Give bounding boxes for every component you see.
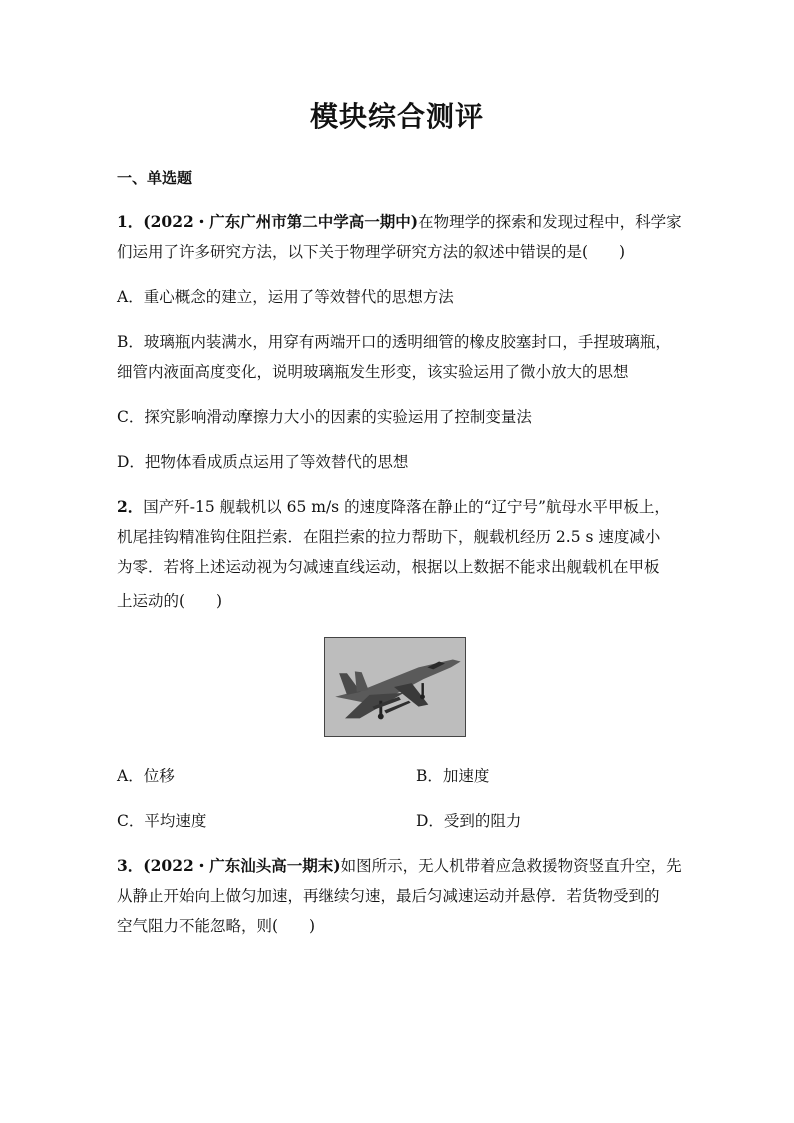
question-3-line-2: 从静止开始向上做匀加速，再继续匀速，最后匀减速运动并悬停．若货物受到的 xyxy=(117,887,660,905)
question-2-text-1: 国产歼-15 舰载机以 65 m/s 的速度降落在静止的“辽宁号”航母水平甲板上， xyxy=(143,498,670,516)
question-1-option-b-line-2: 细管内液面高度变化，说明玻璃瓶发生形变，该实验运用了微小放大的思想 xyxy=(117,363,629,381)
question-1-option-c: C．探究影响滑动摩擦力大小的因素的实验运用了控制变量法 xyxy=(117,408,532,426)
question-2-line-2: 机尾挂钩精准钩住阻拦索．在阻拦索的拉力帮助下，舰载机经历 2.5 s 速度减小 xyxy=(117,528,661,546)
section-heading: 一、单选题 xyxy=(117,169,193,187)
question-1-option-a: A．重心概念的建立，运用了等效替代的思想方法 xyxy=(117,288,454,306)
fighter-jet-image xyxy=(324,637,466,737)
question-1-source: (2022・广东广州市第二中学高一期中) xyxy=(143,212,419,231)
question-2-option-b: B．加速度 xyxy=(416,767,490,785)
question-3-number: 3． xyxy=(117,856,144,875)
question-1-text-1: 在物理学的探索和发现过程中，科学家 xyxy=(418,213,682,231)
question-1-line-2: 们运用了许多研究方法，以下关于物理学研究方法的叙述中错误的是( ) xyxy=(117,243,626,261)
question-2-line-4: 上运动的( ) xyxy=(117,592,223,610)
question-2-line-3: 为零．若将上述运动视为匀减速直线运动，根据以上数据不能求出舰载机在甲板 xyxy=(117,558,660,576)
question-2-option-a: A．位移 xyxy=(117,767,175,785)
question-2-option-d: D．受到的阻力 xyxy=(416,812,522,830)
question-1-option-b-line-1: B．玻璃瓶内装满水，用穿有两端开口的透明细管的橡皮胶塞封口，手捏玻璃瓶， xyxy=(117,333,671,351)
question-3-source: (2022・广东汕头高一期末) xyxy=(143,856,341,875)
page-title: 模块综合测评 xyxy=(309,100,484,133)
question-3-line-3: 空气阻力不能忽略，则( ) xyxy=(117,917,316,935)
question-2-option-c: C．平均速度 xyxy=(117,812,207,830)
question-1-number: 1． xyxy=(117,212,144,231)
question-1-option-d: D．把物体看成质点运用了等效替代的思想 xyxy=(117,453,409,471)
question-2-line-1 xyxy=(117,497,697,517)
question-2-number: 2． xyxy=(117,497,144,516)
question-1-line-1 xyxy=(117,212,697,232)
fighter-jet-icon xyxy=(325,638,465,736)
question-3-text-1: 如图所示，无人机带着应急救援物资竖直升空，先 xyxy=(340,857,682,875)
question-3-line-1 xyxy=(117,856,697,876)
